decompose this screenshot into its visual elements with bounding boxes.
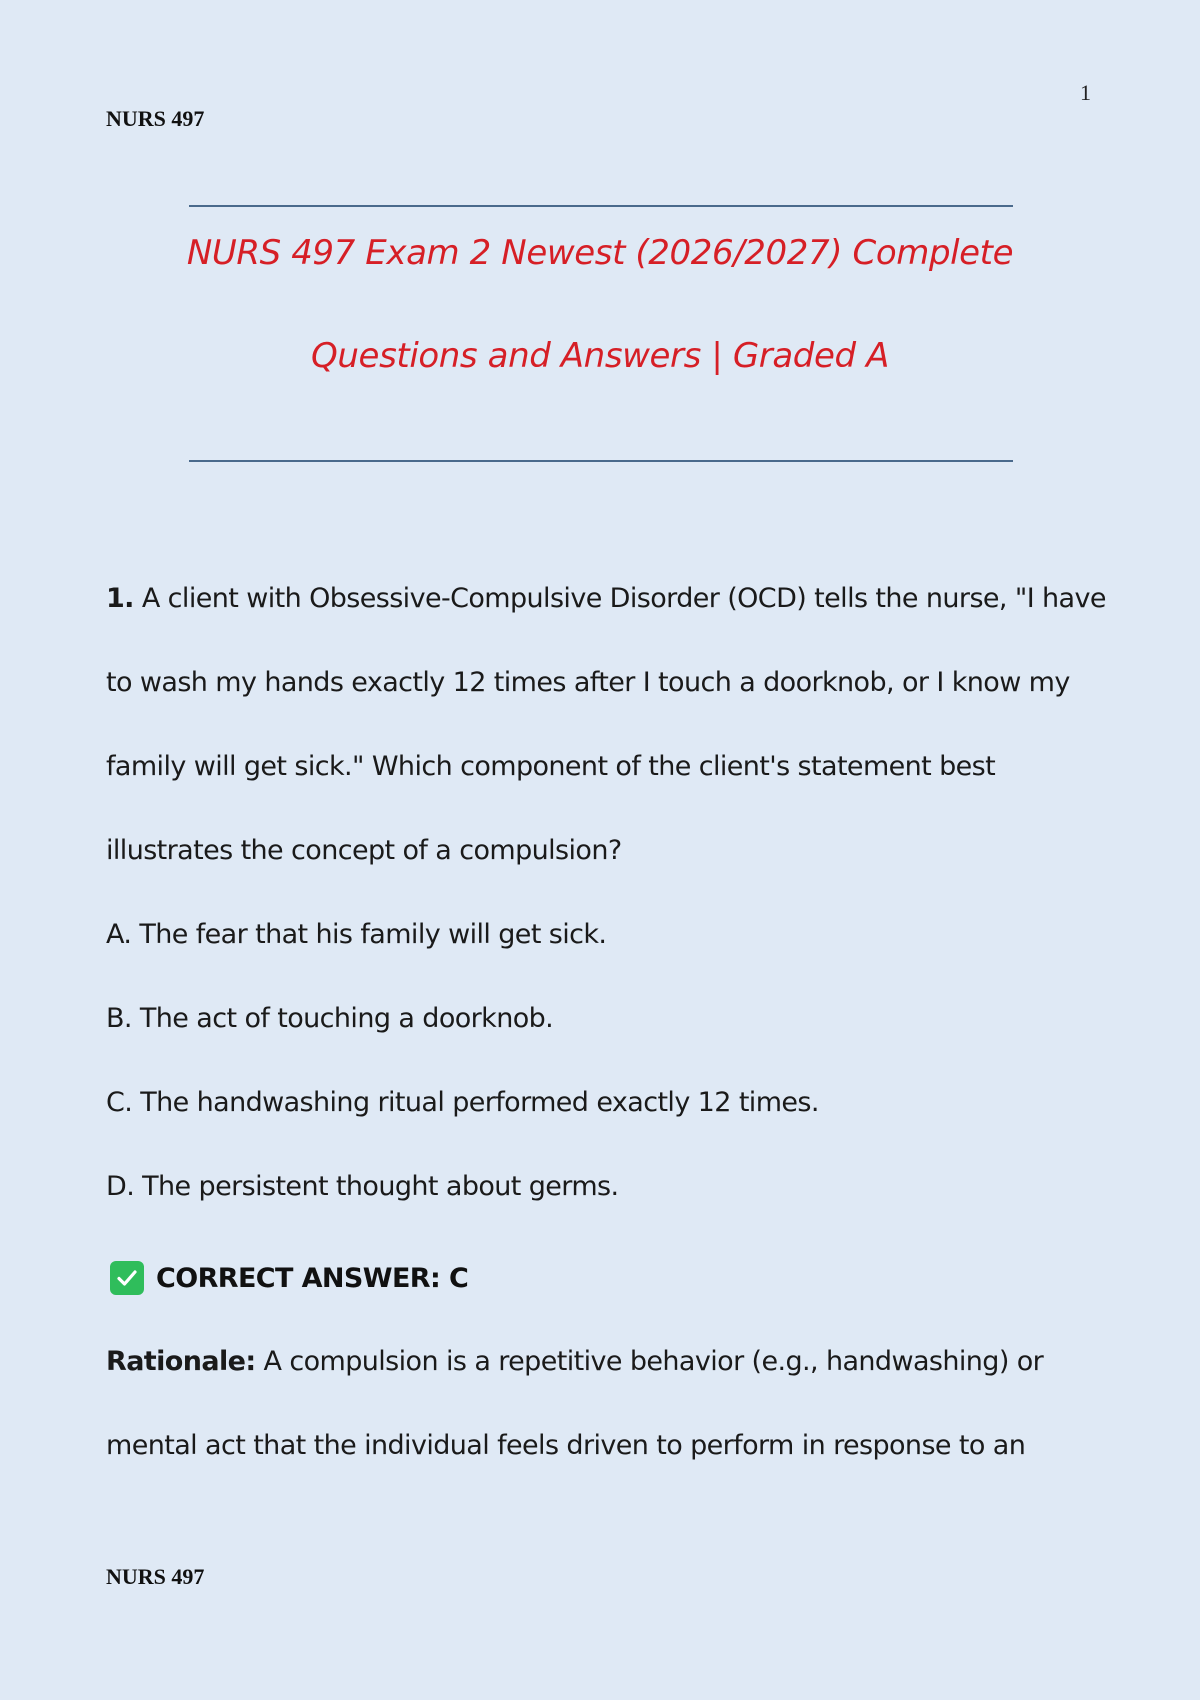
option-c: C. The handwashing ritual performed exactly 12 times. [106,1087,819,1118]
document-title-line-1: NURS 497 Exam 2 Newest (2026/2027) Complete [186,233,1014,273]
check-box-icon [110,1261,144,1295]
title-top-rule [189,205,1013,207]
question-number: 1. [106,583,134,614]
rationale-line-2: mental act that the individual feels driven to perform in response to an [106,1430,1026,1461]
rationale-heading: Rationale: [106,1346,256,1377]
option-b: B. The act of touching a doorknob. [106,1003,554,1034]
document-title-line-2: Questions and Answers | Graded A [311,336,889,376]
question-stem-line-3: family will get sick." Which component of the client's statement best [106,751,996,782]
question-stem-line-4: illustrates the concept of a compulsion? [106,835,622,866]
check-mark-icon [115,1266,139,1290]
running-header: NURS 497 [106,106,205,131]
option-d: D. The persistent thought about germs. [106,1171,619,1202]
rationale-text-1: A compulsion is a repetitive behavior (e.g., handwashing) or [255,1346,1044,1377]
correct-answer-label: CORRECT ANSWER: C [156,1262,469,1294]
running-footer: NURS 497 [106,1564,205,1589]
question-stem-line-1 [106,583,1106,614]
page-number: 1 [1080,80,1091,105]
question-stem-text-1: A client with Obsessive-Compulsive Disorder (OCD) tells the nurse, "I have [133,583,1106,614]
title-bottom-rule [189,460,1013,462]
question-stem-line-2: to wash my hands exactly 12 times after I touch a doorknob, or I know my [106,667,1070,698]
rationale-line-1 [106,1346,1106,1377]
option-a: A. The fear that his family will get sick. [106,919,607,950]
correct-answer-row [110,1258,468,1298]
